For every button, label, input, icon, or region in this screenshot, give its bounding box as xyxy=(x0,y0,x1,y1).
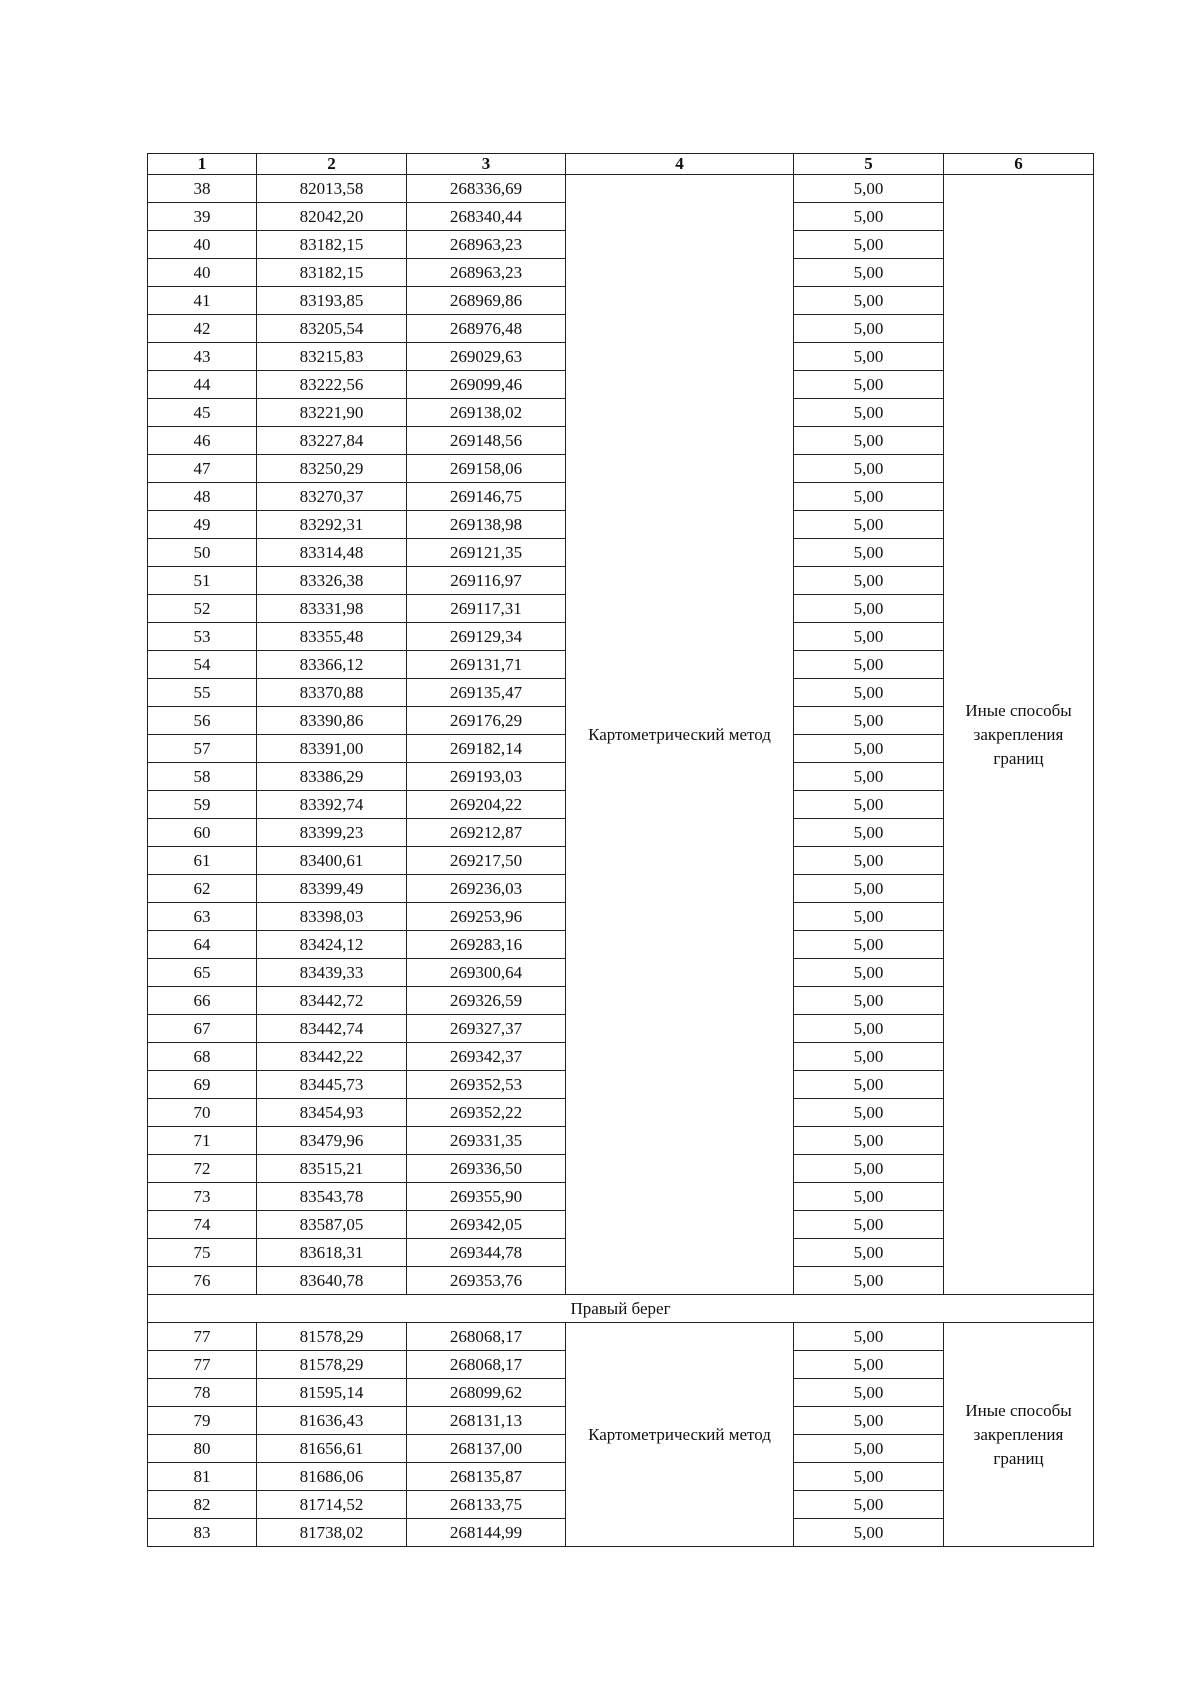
accuracy-value: 5,00 xyxy=(794,1043,944,1071)
point-number: 64 xyxy=(148,931,257,959)
y-coordinate: 269342,37 xyxy=(407,1043,566,1071)
accuracy-value: 5,00 xyxy=(794,455,944,483)
x-coordinate: 83370,88 xyxy=(257,679,407,707)
accuracy-value: 5,00 xyxy=(794,1435,944,1463)
accuracy-value: 5,00 xyxy=(794,427,944,455)
x-coordinate: 83366,12 xyxy=(257,651,407,679)
point-number: 65 xyxy=(148,959,257,987)
accuracy-value: 5,00 xyxy=(794,735,944,763)
x-coordinate: 83182,15 xyxy=(257,259,407,287)
point-number: 81 xyxy=(148,1463,257,1491)
y-coordinate: 269327,37 xyxy=(407,1015,566,1043)
point-number: 54 xyxy=(148,651,257,679)
y-coordinate: 268068,17 xyxy=(407,1351,566,1379)
point-number: 61 xyxy=(148,847,257,875)
y-coordinate: 269326,59 xyxy=(407,987,566,1015)
x-coordinate: 83479,96 xyxy=(257,1127,407,1155)
y-coordinate: 269217,50 xyxy=(407,847,566,875)
x-coordinate: 83398,03 xyxy=(257,903,407,931)
section-title: Правый берег xyxy=(148,1295,1094,1323)
accuracy-value: 5,00 xyxy=(794,1155,944,1183)
x-coordinate: 83193,85 xyxy=(257,287,407,315)
accuracy-value: 5,00 xyxy=(794,287,944,315)
y-coordinate: 269135,47 xyxy=(407,679,566,707)
y-coordinate: 269116,97 xyxy=(407,567,566,595)
x-coordinate: 83442,74 xyxy=(257,1015,407,1043)
accuracy-value: 5,00 xyxy=(794,987,944,1015)
point-number: 68 xyxy=(148,1043,257,1071)
table-row xyxy=(148,175,1094,203)
accuracy-value: 5,00 xyxy=(794,707,944,735)
point-number: 38 xyxy=(148,175,257,203)
x-coordinate: 83390,86 xyxy=(257,707,407,735)
accuracy-value: 5,00 xyxy=(794,959,944,987)
y-coordinate: 268131,13 xyxy=(407,1407,566,1435)
table-row xyxy=(148,1323,1094,1351)
point-number: 41 xyxy=(148,287,257,315)
y-coordinate: 269121,35 xyxy=(407,539,566,567)
y-coordinate: 269283,16 xyxy=(407,931,566,959)
accuracy-value: 5,00 xyxy=(794,847,944,875)
y-coordinate: 269182,14 xyxy=(407,735,566,763)
point-number: 47 xyxy=(148,455,257,483)
y-coordinate: 268340,44 xyxy=(407,203,566,231)
y-coordinate: 269204,22 xyxy=(407,791,566,819)
x-coordinate: 81578,29 xyxy=(257,1351,407,1379)
y-coordinate: 269117,31 xyxy=(407,595,566,623)
point-number: 48 xyxy=(148,483,257,511)
x-coordinate: 83250,29 xyxy=(257,455,407,483)
point-number: 79 xyxy=(148,1407,257,1435)
point-number: 70 xyxy=(148,1099,257,1127)
x-coordinate: 83618,31 xyxy=(257,1239,407,1267)
header-col-6: 6 xyxy=(944,154,1094,175)
y-coordinate: 268336,69 xyxy=(407,175,566,203)
x-coordinate: 83515,21 xyxy=(257,1155,407,1183)
x-coordinate: 81578,29 xyxy=(257,1323,407,1351)
accuracy-value: 5,00 xyxy=(794,1463,944,1491)
x-coordinate: 82042,20 xyxy=(257,203,407,231)
accuracy-value: 5,00 xyxy=(794,763,944,791)
y-coordinate: 268963,23 xyxy=(407,231,566,259)
point-number: 46 xyxy=(148,427,257,455)
right-bank-method-cell: Картометрический метод xyxy=(566,1323,794,1547)
y-coordinate: 269158,06 xyxy=(407,455,566,483)
x-coordinate: 83400,61 xyxy=(257,847,407,875)
point-number: 44 xyxy=(148,371,257,399)
accuracy-value: 5,00 xyxy=(794,1183,944,1211)
x-coordinate: 81595,14 xyxy=(257,1379,407,1407)
point-number: 42 xyxy=(148,315,257,343)
point-number: 50 xyxy=(148,539,257,567)
y-coordinate: 269146,75 xyxy=(407,483,566,511)
x-coordinate: 83445,73 xyxy=(257,1071,407,1099)
point-number: 40 xyxy=(148,259,257,287)
coordinates-table xyxy=(147,153,1094,1547)
point-number: 74 xyxy=(148,1211,257,1239)
point-number: 60 xyxy=(148,819,257,847)
point-number: 77 xyxy=(148,1351,257,1379)
left-bank-fixing-cell: Иные способы закрепления границ xyxy=(944,175,1094,1295)
x-coordinate: 83270,37 xyxy=(257,483,407,511)
accuracy-value: 5,00 xyxy=(794,1267,944,1295)
x-coordinate: 83227,84 xyxy=(257,427,407,455)
accuracy-value: 5,00 xyxy=(794,567,944,595)
x-coordinate: 83221,90 xyxy=(257,399,407,427)
point-number: 66 xyxy=(148,987,257,1015)
x-coordinate: 81738,02 xyxy=(257,1519,407,1547)
accuracy-value: 5,00 xyxy=(794,651,944,679)
y-coordinate: 269355,90 xyxy=(407,1183,566,1211)
point-number: 45 xyxy=(148,399,257,427)
accuracy-value: 5,00 xyxy=(794,1071,944,1099)
y-coordinate: 269129,34 xyxy=(407,623,566,651)
y-coordinate: 269131,71 xyxy=(407,651,566,679)
point-number: 69 xyxy=(148,1071,257,1099)
x-coordinate: 83587,05 xyxy=(257,1211,407,1239)
y-coordinate: 269138,02 xyxy=(407,399,566,427)
accuracy-value: 5,00 xyxy=(794,1351,944,1379)
point-number: 83 xyxy=(148,1519,257,1547)
point-number: 78 xyxy=(148,1379,257,1407)
x-coordinate: 83331,98 xyxy=(257,595,407,623)
accuracy-value: 5,00 xyxy=(794,315,944,343)
y-coordinate: 269331,35 xyxy=(407,1127,566,1155)
right-bank-fixing-cell: Иные способы закрепления границ xyxy=(944,1323,1094,1547)
point-number: 77 xyxy=(148,1323,257,1351)
accuracy-value: 5,00 xyxy=(794,1099,944,1127)
accuracy-value: 5,00 xyxy=(794,231,944,259)
x-coordinate: 83399,49 xyxy=(257,875,407,903)
x-coordinate: 83391,00 xyxy=(257,735,407,763)
x-coordinate: 83182,15 xyxy=(257,231,407,259)
point-number: 58 xyxy=(148,763,257,791)
accuracy-value: 5,00 xyxy=(794,903,944,931)
y-coordinate: 269253,96 xyxy=(407,903,566,931)
accuracy-value: 5,00 xyxy=(794,1323,944,1351)
y-coordinate: 268099,62 xyxy=(407,1379,566,1407)
header-col-4: 4 xyxy=(566,154,794,175)
x-coordinate: 83442,72 xyxy=(257,987,407,1015)
y-coordinate: 269342,05 xyxy=(407,1211,566,1239)
x-coordinate: 83326,38 xyxy=(257,567,407,595)
x-coordinate: 81636,43 xyxy=(257,1407,407,1435)
accuracy-value: 5,00 xyxy=(794,1379,944,1407)
y-coordinate: 268963,23 xyxy=(407,259,566,287)
y-coordinate: 268969,86 xyxy=(407,287,566,315)
accuracy-value: 5,00 xyxy=(794,259,944,287)
y-coordinate: 268144,99 xyxy=(407,1519,566,1547)
accuracy-value: 5,00 xyxy=(794,539,944,567)
x-coordinate: 83399,23 xyxy=(257,819,407,847)
x-coordinate: 83439,33 xyxy=(257,959,407,987)
y-coordinate: 269353,76 xyxy=(407,1267,566,1295)
y-coordinate: 269029,63 xyxy=(407,343,566,371)
y-coordinate: 269148,56 xyxy=(407,427,566,455)
x-coordinate: 83454,93 xyxy=(257,1099,407,1127)
point-number: 59 xyxy=(148,791,257,819)
y-coordinate: 269099,46 xyxy=(407,371,566,399)
y-coordinate: 269176,29 xyxy=(407,707,566,735)
x-coordinate: 83314,48 xyxy=(257,539,407,567)
accuracy-value: 5,00 xyxy=(794,1211,944,1239)
accuracy-value: 5,00 xyxy=(794,791,944,819)
y-coordinate: 268133,75 xyxy=(407,1491,566,1519)
x-coordinate: 83543,78 xyxy=(257,1183,407,1211)
header-col-3: 3 xyxy=(407,154,566,175)
point-number: 52 xyxy=(148,595,257,623)
accuracy-value: 5,00 xyxy=(794,175,944,203)
y-coordinate: 269138,98 xyxy=(407,511,566,539)
y-coordinate: 268135,87 xyxy=(407,1463,566,1491)
point-number: 49 xyxy=(148,511,257,539)
x-coordinate: 83292,31 xyxy=(257,511,407,539)
point-number: 43 xyxy=(148,343,257,371)
accuracy-value: 5,00 xyxy=(794,819,944,847)
y-coordinate: 269212,87 xyxy=(407,819,566,847)
table-body xyxy=(148,175,1094,1547)
accuracy-value: 5,00 xyxy=(794,679,944,707)
accuracy-value: 5,00 xyxy=(794,1491,944,1519)
point-number: 71 xyxy=(148,1127,257,1155)
accuracy-value: 5,00 xyxy=(794,1239,944,1267)
accuracy-value: 5,00 xyxy=(794,203,944,231)
x-coordinate: 81714,52 xyxy=(257,1491,407,1519)
y-coordinate: 268976,48 xyxy=(407,315,566,343)
point-number: 82 xyxy=(148,1491,257,1519)
point-number: 39 xyxy=(148,203,257,231)
point-number: 62 xyxy=(148,875,257,903)
point-number: 75 xyxy=(148,1239,257,1267)
accuracy-value: 5,00 xyxy=(794,343,944,371)
x-coordinate: 83386,29 xyxy=(257,763,407,791)
x-coordinate: 83355,48 xyxy=(257,623,407,651)
x-coordinate: 81656,61 xyxy=(257,1435,407,1463)
point-number: 53 xyxy=(148,623,257,651)
header-col-1: 1 xyxy=(148,154,257,175)
x-coordinate: 83392,74 xyxy=(257,791,407,819)
point-number: 40 xyxy=(148,231,257,259)
accuracy-value: 5,00 xyxy=(794,1127,944,1155)
x-coordinate: 83205,54 xyxy=(257,315,407,343)
x-coordinate: 83442,22 xyxy=(257,1043,407,1071)
y-coordinate: 269344,78 xyxy=(407,1239,566,1267)
x-coordinate: 81686,06 xyxy=(257,1463,407,1491)
point-number: 51 xyxy=(148,567,257,595)
x-coordinate: 82013,58 xyxy=(257,175,407,203)
point-number: 67 xyxy=(148,1015,257,1043)
x-coordinate: 83215,83 xyxy=(257,343,407,371)
accuracy-value: 5,00 xyxy=(794,399,944,427)
header-row xyxy=(148,154,1094,175)
x-coordinate: 83222,56 xyxy=(257,371,407,399)
y-coordinate: 268137,00 xyxy=(407,1435,566,1463)
y-coordinate: 269236,03 xyxy=(407,875,566,903)
point-number: 63 xyxy=(148,903,257,931)
accuracy-value: 5,00 xyxy=(794,623,944,651)
y-coordinate: 269352,22 xyxy=(407,1099,566,1127)
accuracy-value: 5,00 xyxy=(794,875,944,903)
section-row xyxy=(148,1295,1094,1323)
header-col-2: 2 xyxy=(257,154,407,175)
point-number: 55 xyxy=(148,679,257,707)
accuracy-value: 5,00 xyxy=(794,511,944,539)
left-bank-method-cell: Картометрический метод xyxy=(566,175,794,1295)
header-col-5: 5 xyxy=(794,154,944,175)
accuracy-value: 5,00 xyxy=(794,595,944,623)
point-number: 73 xyxy=(148,1183,257,1211)
point-number: 76 xyxy=(148,1267,257,1295)
accuracy-value: 5,00 xyxy=(794,1407,944,1435)
point-number: 56 xyxy=(148,707,257,735)
accuracy-value: 5,00 xyxy=(794,931,944,959)
accuracy-value: 5,00 xyxy=(794,483,944,511)
y-coordinate: 269193,03 xyxy=(407,763,566,791)
point-number: 72 xyxy=(148,1155,257,1183)
y-coordinate: 269352,53 xyxy=(407,1071,566,1099)
y-coordinate: 269300,64 xyxy=(407,959,566,987)
x-coordinate: 83424,12 xyxy=(257,931,407,959)
accuracy-value: 5,00 xyxy=(794,1015,944,1043)
point-number: 57 xyxy=(148,735,257,763)
y-coordinate: 268068,17 xyxy=(407,1323,566,1351)
x-coordinate: 83640,78 xyxy=(257,1267,407,1295)
accuracy-value: 5,00 xyxy=(794,1519,944,1547)
point-number: 80 xyxy=(148,1435,257,1463)
accuracy-value: 5,00 xyxy=(794,371,944,399)
y-coordinate: 269336,50 xyxy=(407,1155,566,1183)
